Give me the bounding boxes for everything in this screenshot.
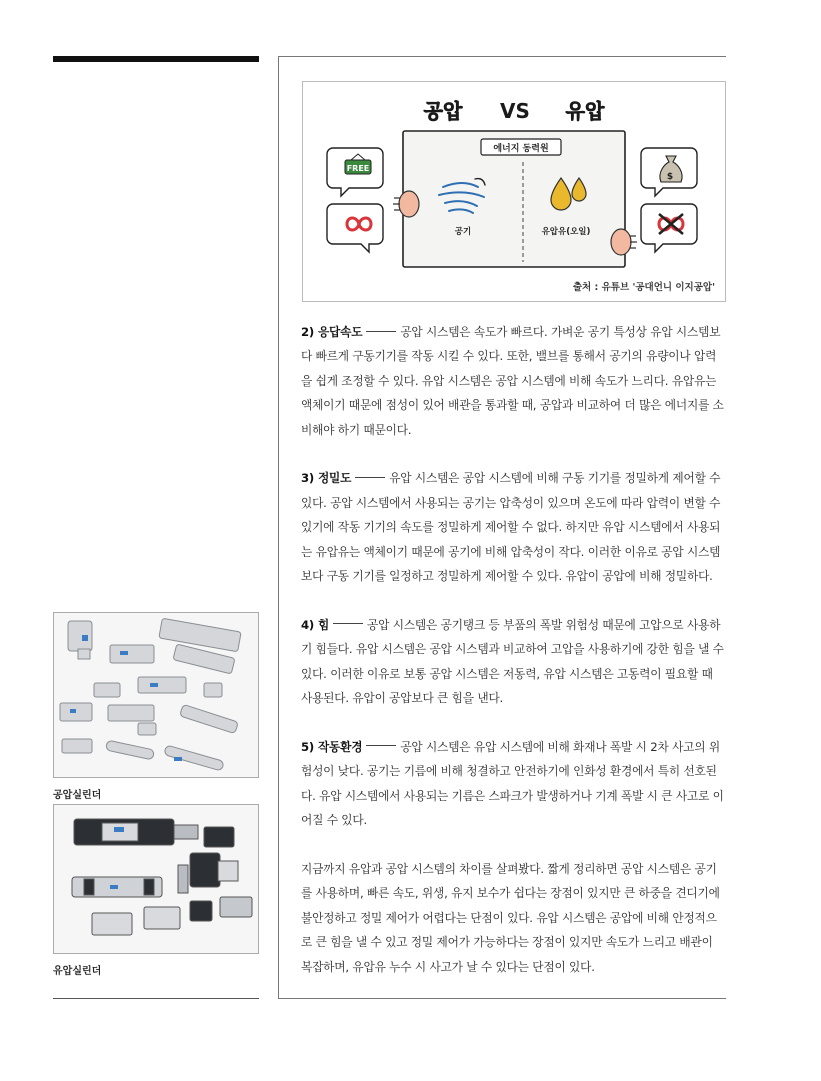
heading-dash [333, 623, 363, 624]
frame-top-rule [278, 56, 726, 57]
frame-left-rule [278, 56, 279, 999]
section-precision [301, 466, 727, 588]
hydraulic-cylinder-photo [53, 804, 259, 954]
heading-dash [366, 745, 396, 746]
pneumatic-cylinder-photo [53, 612, 259, 778]
title-vs: VS [500, 99, 530, 123]
heading-dash [366, 331, 396, 332]
money-bag-speech-bubble-icon [641, 148, 697, 196]
board-title: 에너지 동력원 [493, 144, 549, 154]
right-hand-icon [611, 229, 637, 255]
section-text: 공압 시스템은 속도가 빠르다. 가벼운 공기 특성상 유압 시스템보다 빠르게 구동기기를 작동 시킬 수 있다. 또한, 밸브를 통해서 공기의 유량이나 압력을 쉽게 조정할 수 있다. 유압 시스템은 공압 시스템에 비해 속도가 느리다. 유압유는 액체이기 때문에 점성이 있어 배관을 통과할 때, 공압과 비교하여 더 많은 에너지를 소비해야 하기 때문이다. [301, 325, 724, 437]
label-oil: 유압유(오일) [541, 227, 591, 237]
section-environment [301, 735, 727, 833]
article-body [301, 320, 727, 1003]
left-bottom-rule [53, 998, 259, 999]
section-heading: 3) 정밀도 [301, 471, 352, 486]
comparison-illustration [302, 81, 726, 302]
pneumatic-photo-caption: 공압실린더 [53, 790, 102, 801]
section-text: 유압 시스템은 공압 시스템에 비해 구동 기기를 정밀하게 제어할 수 있다. 공압 시스템에서 사용되는 공기는 압축성이 있으며 온도에 따라 압력이 변할 수 있기에 작동 기기의 속도를 정밀하게 제어할 수 없다. 하지만 유압 시스템에서 사용되는 유압유는 액체이기 때문에 공기에 비해 압축성이 작다. 이러한 이유로 공압 시스템보다 구동 기기를 일정하고 정밀하게 제어할 수 있다. 유압이 공압에 비해 정밀하다. [301, 471, 721, 584]
top-rule [53, 56, 259, 62]
heading-dash [355, 477, 385, 478]
section-heading: 5) 작동환경 [301, 739, 363, 754]
section-text: 공압 시스템은 공기탱크 등 부품의 폭발 위험성 때문에 고압으로 사용하기 힘들다. 유압 시스템은 공압 시스템과 비교하여 고압을 사용하기에 강한 힘을 낼 수 있다. 이러한 이유로 보통 공압 시스템은 저동력, 유압 시스템은 고동력이 필요할 때 사용된다. 유압이 공압보다 큰 힘을 낸다. [301, 617, 724, 706]
svg-text:$: $ [666, 172, 674, 182]
section-response-speed [301, 320, 727, 442]
no-infinity-speech-bubble-icon [641, 204, 697, 252]
title-hydraulic: 유압 [565, 99, 605, 123]
section-text: 지금까지 유압과 공압 시스템의 차이를 살펴봤다. 짧게 정리하면 공압 시스템은 공기를 사용하며, 빠른 속도, 위생, 유지 보수가 쉽다는 장점이 있지만 큰 하중을 견디기에 불안정하고 정밀 제어가 어렵다는 단점이 있다. 유압 시스템은 공압에 비해 안정적으로 큰 힘을 낼 수 있고 정밀 제어가 가능하다는 장점이 있지만 속도가 느리고 배관이 복잡하며, 유압유 누수 시 사고가 날 수 있다는 단점이 있다. [301, 861, 720, 974]
section-force [301, 613, 727, 711]
figure-source-caption: 출처 : 유튜브 '공대언니 이지공압' [572, 282, 715, 293]
section-summary [301, 857, 727, 979]
section-heading: 4) 힘 [301, 617, 330, 632]
free-speech-bubble-icon [327, 148, 383, 196]
label-air: 공기 [454, 227, 472, 237]
hydraulic-photo-caption: 유압실린더 [53, 966, 102, 977]
title-pneumatic: 공압 [423, 99, 463, 123]
free-sign: FREE [346, 164, 370, 173]
section-heading: 2) 응답속도 [301, 325, 363, 339]
infinity-speech-bubble-icon [327, 204, 383, 252]
section-text: 공압 시스템은 유압 시스템에 비해 화재나 폭발 시 2차 사고의 위험성이 낮다. 공기는 기름에 비해 청결하고 안전하기에 인화성 환경에서 특히 선호된다. 유압 시스템에서 사용되는 기름은 스파크가 발생하거나 기계 폭발 시 큰 사고로 이어질 수 있다. [301, 739, 724, 828]
left-hand-icon [393, 191, 419, 217]
